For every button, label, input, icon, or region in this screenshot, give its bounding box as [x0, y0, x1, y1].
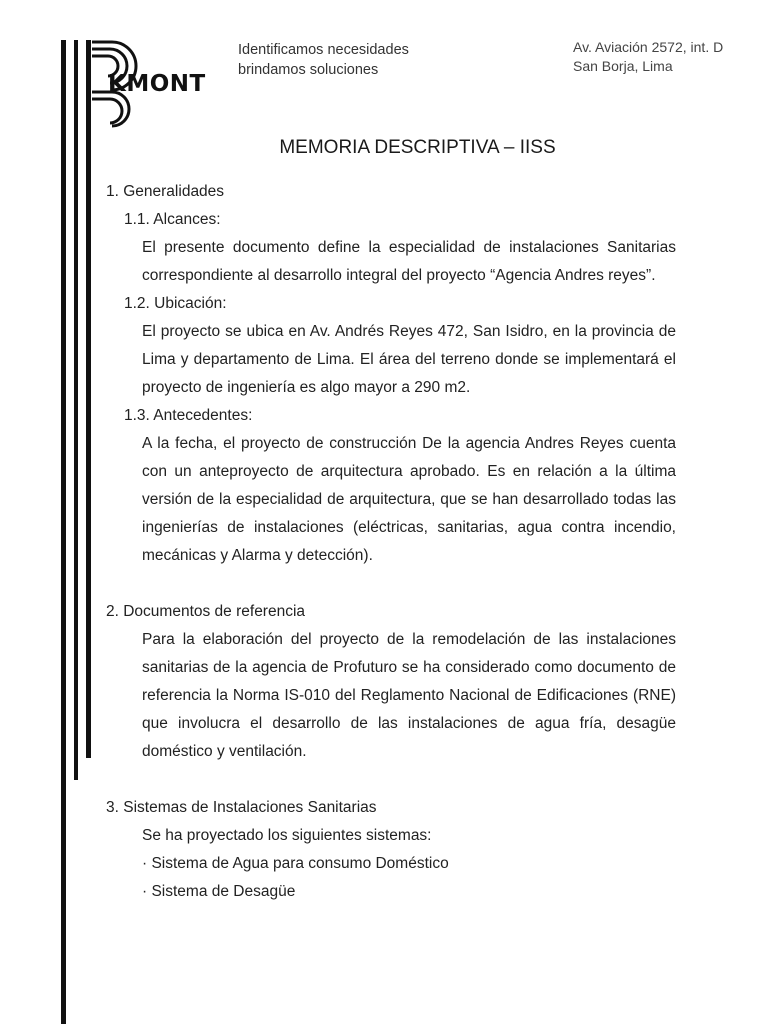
list-item: · Sistema de Agua para consumo Doméstico: [142, 855, 449, 872]
section-3-heading: 3. Sistemas de Instalaciones Sanitarias: [106, 799, 377, 816]
address-line-2: San Borja, Lima: [573, 58, 673, 74]
section-1-1-text: El presente documento define la especialidad de instalaciones Sanitarias correspondiente al desarrollo integral del proyecto “Agencia Andres reyes”.: [142, 239, 676, 284]
section-1-heading: 1. Generalidades: [106, 183, 225, 200]
section-spacer: [106, 766, 676, 794]
tagline-line-1: Identificamos necesidades: [238, 42, 409, 58]
section-1-3-heading: 1.3. Antecedentes:: [124, 407, 253, 424]
section-1-2-text: El proyecto se ubica en Av. Andrés Reyes 472, San Isidro, en la provincia de Lima y departamento de Lima. El área del terreno donde se implementará el proyecto de ingeniería es algo mayor a 290 m2.: [142, 323, 676, 396]
section-3-intro: Se ha proyectado los siguientes sistemas:: [142, 827, 432, 844]
company-address: [573, 38, 763, 76]
section-2-heading: 2. Documentos de referencia: [106, 603, 306, 620]
logo-bar-1: [61, 40, 66, 1024]
tagline: [238, 40, 468, 80]
logo-wordmark: KMONT: [108, 71, 206, 97]
section-1-2-heading: 1.2. Ubicación:: [124, 295, 227, 312]
address-line-1: Av. Aviación 2572, int. D: [573, 39, 724, 55]
section-2-text: Para la elaboración del proyecto de la remodelación de las instalaciones sanitarias de la agencia de Profuturo se ha considerado como documento de referencia la Norma IS-010 del Reglamento Nacional de Edificaciones (RNE) que involucra el desarrollo de las instalaciones de agua fría, desagüe doméstico y ventilación.: [142, 631, 676, 760]
section-1-3-text: A la fecha, el proyecto de construcción De la agencia Andres Reyes cuenta con un anteproyecto de arquitectura aprobado. Es en relación a la última versión de la especialidad de arquitectura, que se han desarrollado todas las ingenierías de instalaciones (eléctricas, sanitarias, agua contra incendio, mecánicas y Alarma y detección).: [142, 435, 676, 564]
section-spacer: [106, 570, 676, 598]
tagline-line-2: brindamos soluciones: [238, 62, 379, 78]
list-item: · Sistema de Desagüe: [142, 883, 296, 900]
document-body: [106, 178, 676, 906]
document-title: MEMORIA DESCRIPTIVA – IISS: [279, 137, 556, 158]
section-1-1-heading: 1.1. Alcances:: [124, 211, 221, 228]
